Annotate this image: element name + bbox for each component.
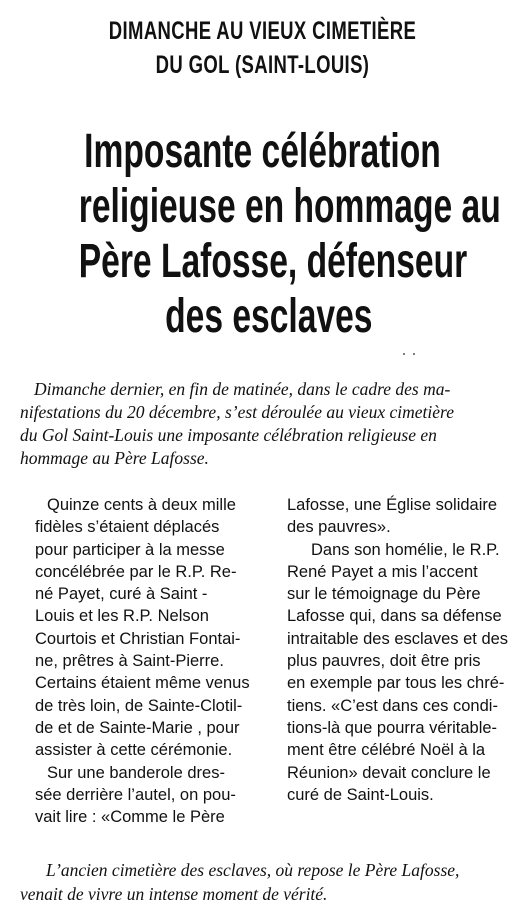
headline-line-3: Père Lafosse, défenseur xyxy=(78,235,468,288)
lead-line-2: nifestations du 20 décembre, s’est déroulée au vieux cimetière xyxy=(20,402,454,422)
column-line: Certains étaient même venus xyxy=(35,674,250,693)
column-line: pour participer à la messe xyxy=(35,540,225,559)
column-line: Lafosse qui, dans sa défense xyxy=(287,607,502,626)
column-line: intraitable des esclaves et des xyxy=(287,629,509,648)
article-column-right xyxy=(287,494,512,806)
lead-line-3: du Gol Saint-Louis une imposante célébration religieuse en xyxy=(20,425,437,445)
column-line: Réunion» devait conclure le xyxy=(287,763,491,782)
article-lead xyxy=(20,378,512,470)
column-line: des pauvres». xyxy=(287,518,391,537)
column-line: ment être célébré Noël à la xyxy=(287,741,486,760)
headline-line-4: des esclaves xyxy=(165,290,373,343)
column-line: Courtois et Christian Fontai- xyxy=(35,629,241,648)
closing-line-2: venait de vivre un intense moment de vérité. xyxy=(20,884,328,904)
column-line: curé de Saint-Louis. xyxy=(287,785,434,804)
column-line: Dans son homélie, le R.P. xyxy=(311,540,500,559)
lead-line-1: Dimanche dernier, en fin de matinée, dans le cadre des ma- xyxy=(34,379,451,399)
column-line: en exemple par tous les chré- xyxy=(287,674,505,693)
column-line: né Payet, curé à Saint - xyxy=(35,585,208,604)
closing-line-1: L’ancien cimetière des esclaves, où repose le Père Lafosse, xyxy=(46,860,460,880)
print-speck xyxy=(403,353,405,355)
column-line: plus pauvres, doit être pris xyxy=(287,652,481,671)
column-line: assister à cette cérémonie. xyxy=(35,741,233,760)
column-line: Quinze cents à deux mille xyxy=(47,496,236,514)
column-line: René Payet a mis l’accent xyxy=(287,562,478,581)
headline-line-2: religieuse en hommage au xyxy=(78,180,501,233)
column-line: Lafosse, une Église solidaire xyxy=(287,496,498,514)
kicker-line-1: DIMANCHE AU VIEUX CIMETIÈRE xyxy=(108,17,417,45)
kicker-line-2: DU GOL (SAINT-LOUIS) xyxy=(155,51,370,79)
lead-line-4: hommage au Père Lafosse. xyxy=(20,448,209,468)
article-column-left xyxy=(35,494,260,828)
column-line: tiens. «C’est dans ces condi- xyxy=(287,696,498,715)
article-headline xyxy=(78,124,501,344)
print-speck xyxy=(413,353,415,355)
column-line: de et de Sainte-Marie , pour xyxy=(35,718,240,737)
column-line: ne, prêtres à Saint-Pierre. xyxy=(35,652,224,671)
column-line: sur le témoignage du Père xyxy=(287,585,481,604)
article-closing xyxy=(20,858,512,906)
column-line: sée derrière l’autel, on pou- xyxy=(35,785,236,804)
column-line: concélébrée par le R.P. Re- xyxy=(35,562,237,581)
column-line: de très loin, de Sainte-Clotil- xyxy=(35,696,243,715)
column-line: tions-là que pourra véritable- xyxy=(287,718,498,737)
column-line: fidèles s’étaient déplacés xyxy=(35,518,220,537)
column-line: Sur une banderole dres- xyxy=(47,763,225,782)
column-line: vait lire : «Comme le Père xyxy=(35,808,225,827)
kicker-heading xyxy=(68,14,457,82)
column-line: Louis et les R.P. Nelson xyxy=(35,607,209,626)
headline-line-1: Imposante célébration xyxy=(84,125,441,178)
